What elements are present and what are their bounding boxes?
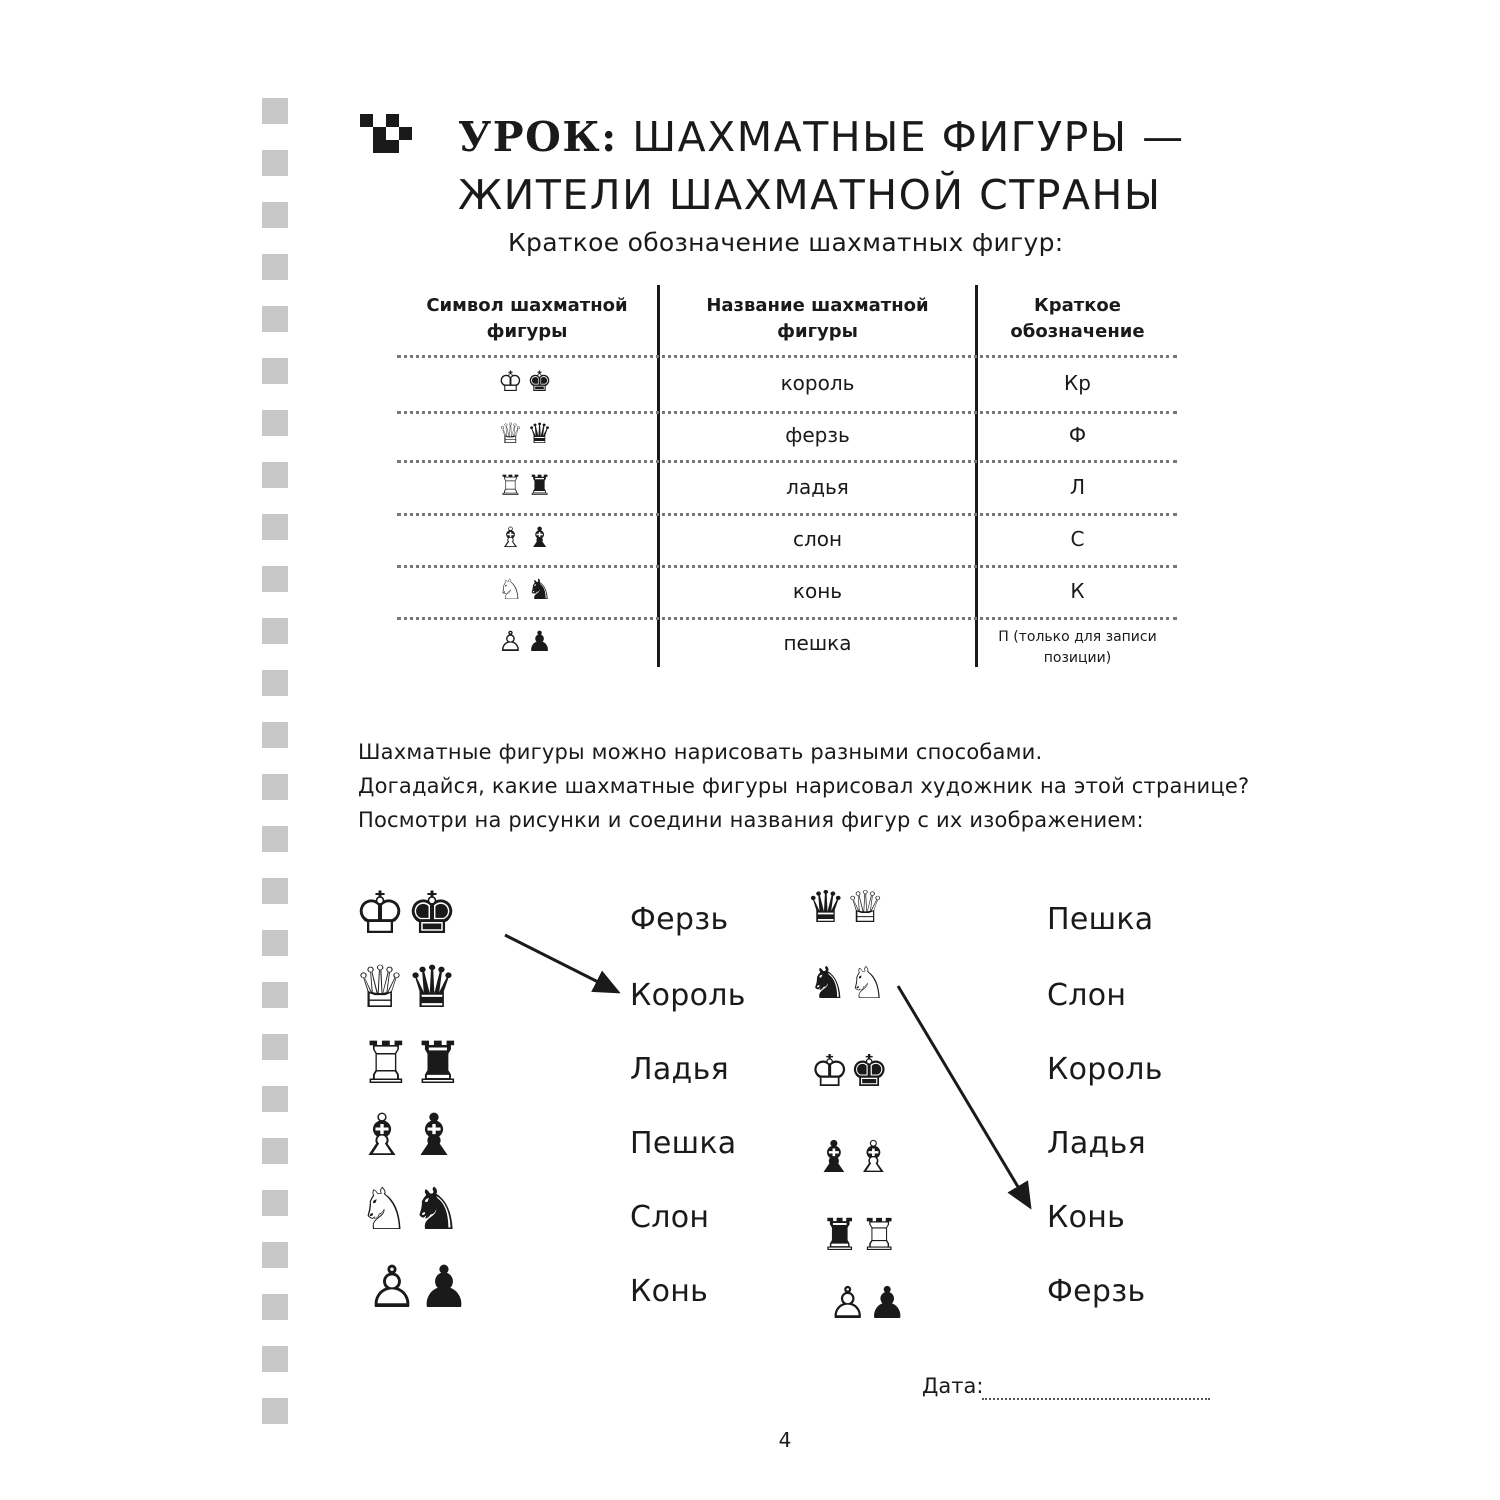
right-word: Ладья	[1047, 1126, 1146, 1161]
left-pieces-rook-icon: ♖♜	[360, 1029, 464, 1097]
spiral-binding	[262, 98, 288, 1450]
row-name: король	[780, 371, 855, 395]
title-line1: ШАХМАТНЫЕ ФИГУРЫ —	[632, 113, 1185, 161]
left-pieces-king-icon: ♔♚	[354, 879, 458, 947]
notation-table	[397, 285, 1177, 670]
row-short: Л	[1069, 475, 1086, 499]
page-number: 4	[778, 1428, 792, 1452]
row-symbols: ♔♚	[497, 365, 557, 398]
left-word: Ладья	[630, 1052, 729, 1087]
table-caption: Краткое обозначение шахматных фигур:	[508, 228, 1064, 257]
right-pieces-pawn-icon: ♙♟	[828, 1278, 907, 1329]
checker-logo-icon	[360, 114, 412, 153]
row-short: К	[1070, 579, 1085, 603]
row-symbols: ♖♜	[497, 469, 557, 502]
left-word: Конь	[630, 1274, 709, 1309]
right-pieces-bishop-icon: ♝♗	[814, 1132, 893, 1183]
row-name: конь	[792, 579, 843, 603]
right-pieces-rook-icon: ♜♖	[820, 1210, 899, 1261]
row-name: ладья	[786, 475, 849, 499]
date-label: Дата:	[922, 1374, 984, 1398]
header-short: Краткое обозначение	[1010, 295, 1145, 342]
right-pieces-knight-icon: ♞♘	[808, 958, 887, 1009]
left-pieces-knight-icon: ♘♞	[358, 1175, 462, 1243]
left-word: Слон	[630, 1200, 710, 1235]
instructions: Шахматные фигуры можно нарисовать разными способами. Догадайся, какие шахматные фигуры нарисовал художник на этой странице? Посмотри на рисунки и соедини названия фигур с их изображением:	[358, 740, 1250, 832]
row-short: С	[1070, 527, 1085, 551]
right-word: Ферзь	[1047, 1274, 1146, 1309]
left-word: Пешка	[630, 1126, 737, 1161]
row-name: слон	[792, 527, 843, 551]
row-symbols: ♗♝	[497, 521, 557, 554]
header-name: Название шахматной фигуры	[706, 295, 929, 342]
row-short: Кр	[1064, 371, 1091, 395]
page-title	[458, 108, 1278, 224]
row-name: ферзь	[785, 423, 850, 447]
right-word: Пешка	[1047, 902, 1154, 937]
header-symbol: Символ шахматной фигуры	[426, 295, 628, 342]
row-name: пешка	[783, 631, 852, 655]
title-line2: ЖИТЕЛИ ШАХМАТНОЙ СТРАНЫ	[458, 171, 1162, 219]
date-field[interactable]	[982, 1398, 1210, 1400]
right-pieces-queen-icon: ♛♕	[806, 882, 885, 933]
row-symbols: ♘♞	[497, 573, 557, 606]
right-word: Король	[1047, 1052, 1163, 1087]
left-word: Король	[630, 978, 746, 1013]
left-pieces-queen-icon: ♕♛	[354, 953, 458, 1021]
right-pieces-king-icon: ♔♚	[810, 1046, 889, 1097]
example-arrow-left	[505, 935, 618, 992]
row-short: П (только для записи позиции)	[998, 629, 1157, 666]
example-arrow-right	[898, 986, 1030, 1207]
left-pieces-pawn-icon: ♙♟	[366, 1253, 470, 1321]
title-lead: УРОК:	[458, 113, 618, 161]
row-symbols: ♙♟	[497, 625, 557, 658]
right-word: Слон	[1047, 978, 1127, 1013]
left-pieces-bishop-icon: ♗♝	[356, 1101, 460, 1169]
right-word: Конь	[1047, 1200, 1126, 1235]
row-symbols: ♕♛	[497, 417, 557, 450]
left-word: Ферзь	[630, 902, 729, 937]
row-short: Ф	[1068, 423, 1087, 447]
